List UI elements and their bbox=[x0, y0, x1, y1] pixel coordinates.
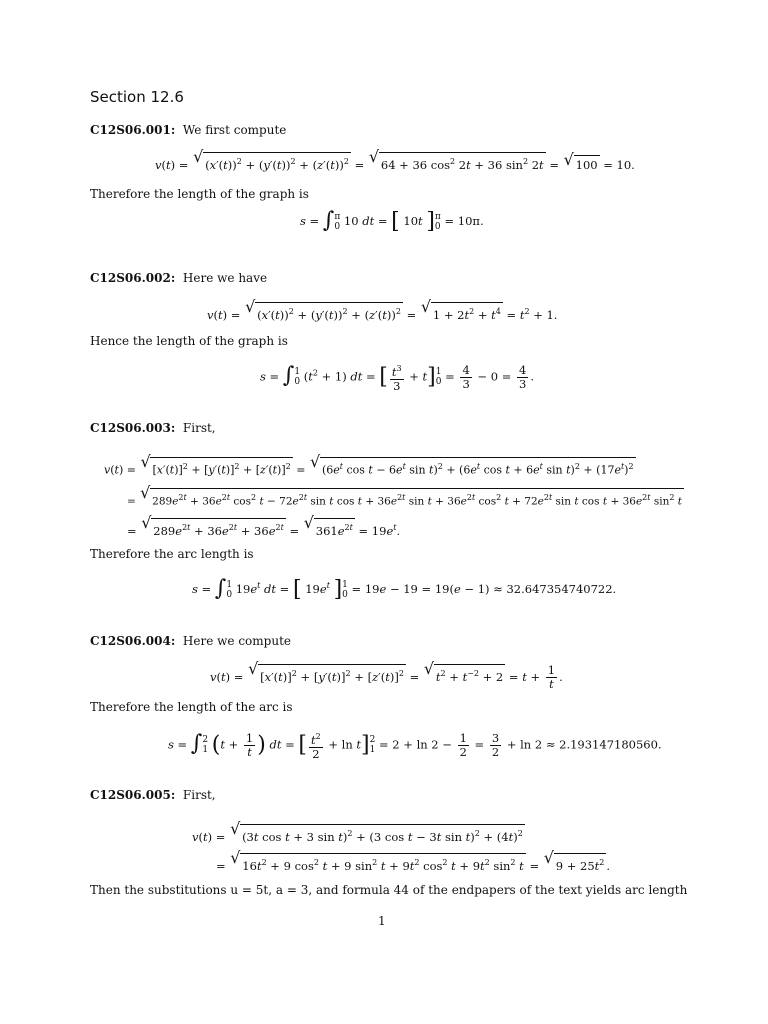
problem-heading bbox=[90, 270, 267, 286]
followup-text: Therefore the length of the arc is bbox=[90, 700, 293, 714]
problem-intro: First, bbox=[182, 788, 216, 802]
problem-heading bbox=[90, 633, 291, 649]
followup-text: Hence the length of the graph is bbox=[90, 334, 288, 348]
equation: s = ∫ 2 1 (t + $\frac{1}{t}$ ) dt = [ $\frac{t^2}{2}$ + ln t] 2 1 = 2 + ln 2 − $\frac{1}{2}$ = $\frac{3}{2}$ + ln 2 ≈ 2.193147180560. bbox=[168, 730, 662, 761]
problem-id: C12S06.001: bbox=[90, 123, 176, 137]
equation: s = ∫ π 0 10 dt = [ 10t ] π 0 = 10π. bbox=[300, 208, 484, 234]
problem-intro: Here we have bbox=[182, 271, 268, 285]
equation: v(t) = √ $[x'(t)]^2 + [y'(t)]^2 + [z'(t)]^2$ = √ $t^2 + t^{-2} + 2 = t$ + $\frac{1}{t}$ . bbox=[210, 664, 563, 691]
equation: v(t) = √ $(x'(t))^2 + (y'(t))^2 + (z'(t))^2$ = √ 64 + 36 $\cos^2 2t + 36$ $\sin^2 2t$ = √ 100 = 10. bbox=[155, 152, 635, 173]
problem-heading bbox=[90, 787, 216, 803]
problem-intro: We first compute bbox=[182, 123, 287, 137]
equation: s = ∫ 1 0 $19e^t$ dt = [ $19e^t$ ] 1 0 = 19e − 19 = 19(e − 1) ≈ 32.647354740722. bbox=[192, 575, 617, 602]
followup-text: Then the substitutions u = 5t, a = 3, and formula 44 of the endpapers of the text yields arc length bbox=[90, 883, 688, 897]
equation: = √ $16t^2 + 9$ $\cos^2 t + 9$ $\sin^2 t + 9t^2$ $\cos^2 t + 9t^2$ $\sin^2 t$ = √ $9 + 25t^2$ . bbox=[216, 853, 610, 874]
followup-text: Therefore the length of the graph is bbox=[90, 187, 309, 201]
page-number: 1 bbox=[378, 914, 386, 928]
problem-id: C12S06.005: bbox=[90, 788, 176, 802]
problem-intro: Here we compute bbox=[182, 634, 291, 648]
equation: = √ $289e^{2t} + 36e^{2t}$ $\cos^2 t - 72e^{2t}$ sin t $\cos t + 36e^{2t}$ $\sin t + 36e^{2t}$ $\cos^2 t + 72e^{2t}$ sin t $\cos t + 36e^{2t}$ $\sin^2 t$ bbox=[127, 488, 684, 510]
equation: v(t) = √ $(x'(t))^2 + (y'(t))^2 + (z'(t))^2$ = √ $1 + 2t^2 + t^4 = t^2 + 1$. bbox=[207, 302, 557, 323]
problem-heading bbox=[90, 420, 216, 436]
problem-intro: First, bbox=[182, 421, 216, 435]
equation: s = ∫ 1 0 $(t^2 + 1)$ dt = [ $\frac{t^3}{3}$ + t] 1 0 = $\frac{4}{3}$ − 0 = $\frac{4}{3}$ . bbox=[260, 362, 534, 393]
equation: = √ $289e^{2t} + 36e^{2t} + 36e^{2t}$ = √ $361e^{2t} = 19e^t$. bbox=[127, 518, 400, 539]
problem-heading bbox=[90, 122, 286, 138]
problem-id: C12S06.002: bbox=[90, 271, 176, 285]
equation: v(t) = √ $[x'(t)]^2 + [y'(t)]^2 + [z'(t)]^2$ = √ ($6e^t$ $\cos t - 6e^t$ $\sin t)^2 + (6e^t$ $\cos t + 6e^t$ $\sin t)^2 + (17e^t)^2$ bbox=[104, 457, 636, 479]
equation: v(t) = √ (3t cos t + 3 sin t)$^2$ + (3 cos t − 3t $\sin t)^2 + (4t)^2$ bbox=[192, 824, 525, 845]
followup-text: Therefore the arc length is bbox=[90, 547, 254, 561]
problem-id: C12S06.004: bbox=[90, 634, 176, 648]
problem-id: C12S06.003: bbox=[90, 421, 176, 435]
section-title: Section 12.6 bbox=[90, 88, 184, 106]
